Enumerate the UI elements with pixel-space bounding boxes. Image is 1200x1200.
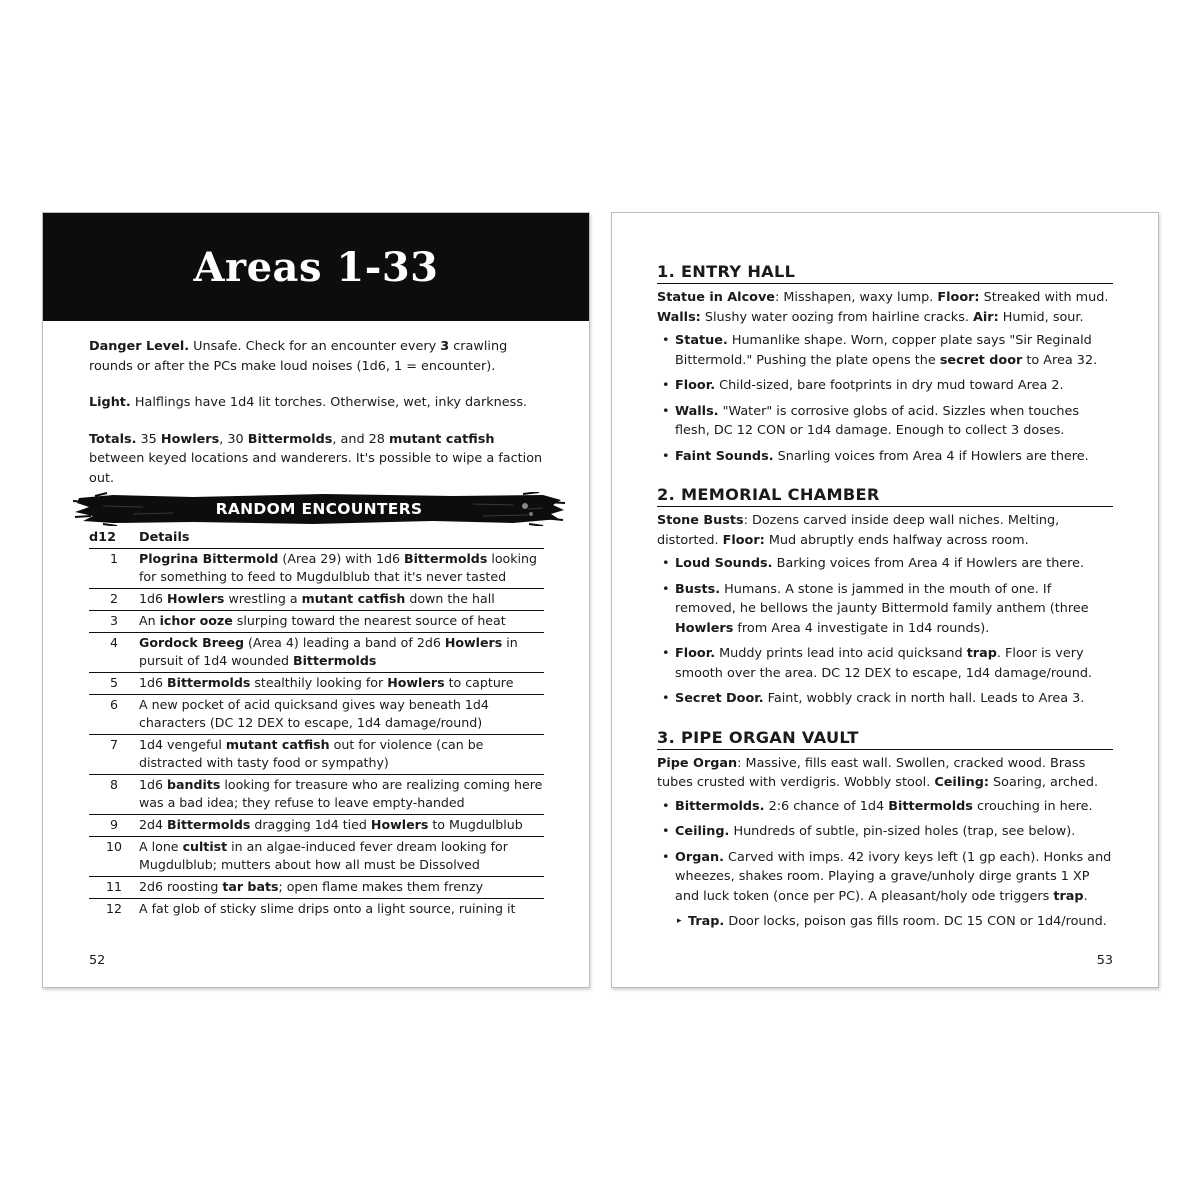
bold-text: Pipe Organ: [657, 755, 738, 771]
column-header-details: Details: [139, 530, 544, 549]
text-run: 2d6 roosting: [139, 879, 223, 894]
table-row: [89, 611, 544, 633]
section-summary: [657, 754, 1113, 793]
bold-text: Floor:: [722, 532, 765, 548]
bold-text: Organ.: [675, 849, 724, 865]
list-item: [657, 554, 1113, 574]
text-run: 1d6: [139, 591, 168, 606]
list-item: [657, 331, 1113, 370]
details-cell: [139, 695, 544, 735]
list-item: [657, 580, 1113, 639]
details-cell: [139, 735, 544, 775]
bold-text: Howlers: [167, 591, 225, 606]
bold-text: Totals.: [89, 431, 137, 447]
random-encounters-title: RANDOM ENCOUNTERS: [215, 500, 423, 518]
text-run: Snarling voices from Area 4 if Howlers are there.: [773, 448, 1089, 464]
list-item: [657, 912, 1113, 932]
text-run: dragging 1d4 tied: [250, 817, 371, 832]
list-item: [657, 797, 1113, 817]
bullet-text: [677, 914, 1107, 929]
text-run: (Area 29) with 1d6: [278, 551, 404, 566]
roll-cell: 9: [89, 815, 139, 837]
bullet-text: [675, 449, 1089, 464]
bold-text: Statue.: [675, 333, 728, 348]
bullet-icon: •: [662, 691, 670, 706]
details-cell: [139, 633, 544, 673]
bold-text: Howlers: [675, 620, 734, 636]
text-run: out for violence (can be distracted with tasty food or sympathy): [139, 737, 484, 770]
table-row: [89, 837, 544, 877]
bold-text: Bittermolds: [404, 551, 488, 566]
table-row: [89, 775, 544, 815]
text-run: crawling rounds or after the PCs make loud noises (1d6, 1 = encounter).: [89, 339, 508, 374]
bullet-list: [657, 797, 1113, 932]
bold-text: Bittermolds: [247, 431, 333, 447]
bullet-icon: •: [662, 403, 670, 419]
section-title: 1. ENTRY HALL: [657, 261, 1113, 284]
text-run: .: [1083, 888, 1088, 904]
bold-text: Faint Sounds.: [675, 448, 774, 464]
roll-cell: 4: [89, 633, 139, 673]
intro-paragraph: [89, 337, 549, 376]
bold-text: Floor:: [937, 290, 980, 305]
text-run: Mud abruptly ends halfway across room.: [764, 532, 1029, 548]
bullet-icon: •: [662, 448, 670, 464]
bold-text: trap: [966, 646, 997, 661]
text-run: , and 28: [332, 431, 389, 447]
roll-cell: 8: [89, 775, 139, 815]
bullet-icon: •: [662, 646, 670, 661]
bold-text: mutant catfish: [301, 591, 406, 606]
text-run: down the hall: [405, 591, 495, 606]
text-run: wrestling a: [224, 591, 302, 606]
text-run: A lone: [139, 839, 183, 854]
text-run: : Misshapen, waxy lump.: [774, 290, 938, 305]
bullet-icon: •: [662, 333, 670, 348]
bold-text: Ceiling.: [675, 824, 730, 839]
bold-text: Howlers: [370, 817, 429, 832]
text-run: stealthily looking for: [250, 675, 388, 690]
list-item: [657, 644, 1113, 683]
text-run: from Area 4 investigate in 1d4 rounds).: [733, 620, 990, 636]
random-encounters-header: [73, 492, 565, 526]
text-run: in an algae-induced fever dream looking for Mugdulblub; mutters about how all must be Dissolved: [139, 839, 508, 872]
table-row: [89, 877, 544, 899]
text-run: looking for treasure who are realizing coming here was a bad idea; they refuse to leave empty-handed: [139, 777, 543, 810]
bold-text: ichor ooze: [159, 613, 233, 628]
text-run: in pursuit of 1d4 wounded: [139, 635, 518, 668]
text-run: 1d6: [139, 777, 168, 792]
bold-text: Bittermolds: [888, 798, 973, 814]
bold-text: Busts.: [675, 581, 721, 597]
bullet-icon: •: [662, 581, 670, 597]
text-run: Carved with imps. 42 ivory keys left (1 gp each). Honks and wheezes, shakes room. Playing a grave/unholy dirge grants 1 XP and luck token (once per PC). A pleasant/holy ode triggers: [675, 849, 1112, 904]
bold-text: Danger Level.: [89, 339, 190, 354]
bold-text: Bittermolds: [293, 653, 377, 668]
bullet-text: [675, 799, 1093, 814]
details-cell: [139, 837, 544, 877]
roll-cell: 11: [89, 877, 139, 899]
text-run: : Dozens carved inside deep wall niches. Melting, distorted.: [657, 513, 1060, 548]
bold-text: tar bats: [222, 879, 279, 894]
text-run: An: [139, 613, 160, 628]
table-row: [89, 633, 544, 673]
triangle-bullet-icon: ▸: [677, 916, 682, 926]
text-run: (Area 4) leading a band of 2d6: [244, 635, 445, 650]
text-run: Humans. A stone is jammed in the mouth of one. If removed, he bellows the jaunty Bittermold family anthem (three: [675, 581, 1089, 616]
text-run: Halflings have 1d4 lit torches. Otherwise, wet, inky darkness.: [130, 395, 528, 410]
section-summary: [657, 288, 1113, 327]
details-cell: [139, 589, 544, 611]
text-run: . Floor is very smooth over the area. DC 12 DEX to escape, 1d4 damage/round.: [675, 646, 1093, 681]
bullet-text: [675, 378, 1064, 393]
details-cell: [139, 877, 544, 899]
bold-text: Secret Door.: [675, 691, 764, 706]
text-run: Faint, wobbly crack in north hall. Leads to Area 3.: [763, 691, 1085, 706]
bold-text: Howlers: [160, 431, 220, 447]
list-item: [657, 848, 1113, 907]
section-spacer: [657, 472, 1113, 484]
bold-text: cultist: [182, 839, 228, 854]
bold-text: Stone Busts: [657, 513, 744, 528]
roll-cell: 12: [105, 901, 123, 916]
encounter-table: [89, 530, 544, 920]
bold-text: Bittermolds: [167, 817, 251, 832]
details-cell: [139, 899, 544, 921]
text-run: Streaked with mud.: [979, 290, 1109, 305]
bullet-icon: •: [662, 556, 670, 571]
bold-text: mutant catfish: [225, 737, 330, 752]
text-run: to Mugdulblub: [428, 817, 523, 832]
list-item: [657, 376, 1113, 396]
section-summary: [657, 511, 1113, 550]
table-row: [89, 735, 544, 775]
text-run: A new pocket of acid quicksand gives way beneath 1d4 characters (DC 12 DEX to escape, 1d4 damage/round): [139, 697, 489, 730]
bullet-icon: •: [662, 824, 670, 839]
bullet-icon: •: [662, 849, 670, 865]
bold-text: Walls.: [675, 403, 719, 419]
table-row: [89, 589, 544, 611]
bold-text: Howlers: [387, 675, 445, 690]
bullet-text: [675, 850, 1111, 904]
bold-text: bandits: [167, 777, 221, 792]
text-run: "Water" is corrosive globs of acid. Sizzles when touches flesh, DC 12 CON or 1d4 damage. Enough to collect 3 doses.: [675, 403, 1080, 438]
text-run: looking for something to feed to Mugdulblub that it's never tasted: [139, 551, 537, 584]
bold-text: trap: [1053, 888, 1084, 904]
text-run: Door locks, poison gas fills room. DC 15 CON or 1d4/round.: [724, 914, 1107, 929]
section-title: 2. MEMORIAL CHAMBER: [657, 484, 1113, 507]
details-cell: [139, 611, 544, 633]
bold-text: Light.: [89, 395, 131, 410]
bold-text: Bittermolds: [167, 675, 251, 690]
page-title: Areas 1-33: [193, 243, 439, 291]
bold-text: Trap.: [688, 914, 725, 929]
text-run: Child-sized, bare footprints in dry mud toward Area 2.: [715, 378, 1064, 393]
text-run: Unsafe. Check for an encounter every: [189, 339, 441, 354]
text-run: Humid, sour.: [998, 309, 1084, 325]
intro-paragraph: [89, 430, 549, 489]
bullet-text: [675, 646, 1092, 681]
intro-paragraph: [89, 393, 549, 413]
area-descriptions: [657, 261, 1113, 938]
page-number: 53: [1096, 953, 1113, 968]
text-run: , 30: [219, 431, 248, 447]
details-cell: [139, 549, 544, 589]
roll-cell: 1: [89, 549, 139, 589]
text-run: crouching in here.: [972, 798, 1093, 814]
text-run: between keyed locations and wanderers. It's possible to wipe a faction out.: [89, 451, 543, 486]
roll-cell: 6: [89, 695, 139, 735]
list-item: [657, 822, 1113, 842]
right-page: [611, 212, 1159, 988]
table-row: [89, 673, 544, 695]
text-run: Humanlike shape. Worn, copper plate says "Sir Reginald Bittermold." Pushing the plate opens the: [675, 333, 1092, 368]
bold-text: Air:: [973, 309, 999, 325]
text-run: Muddy prints lead into acid quicksand: [715, 646, 967, 661]
column-header-roll: d12: [89, 530, 139, 549]
text-run: slurping toward the nearest source of heat: [232, 613, 506, 628]
bullet-text: [675, 556, 1084, 571]
text-run: 2:6 chance of 1d4: [764, 798, 889, 814]
text-run: 2d4: [139, 817, 168, 832]
text-run: : Massive, fills east wall. Swollen, cracked wood. Brass tubes crusted with verdigris. Wobbly stool.: [657, 755, 1086, 790]
text-run: ; open flame makes them frenzy: [278, 879, 484, 894]
bold-text: Gordock Breeg: [139, 635, 244, 650]
table-row: [89, 549, 544, 589]
bullet-list: [657, 331, 1113, 466]
bullet-text: [675, 404, 1079, 439]
table-header-row: [89, 530, 544, 549]
bullet-text: [675, 582, 1089, 636]
bullet-list: [657, 554, 1113, 709]
details-cell: [139, 815, 544, 837]
bullet-text: [675, 824, 1075, 839]
table-row: [89, 815, 544, 837]
bold-text: Bittermolds.: [675, 798, 765, 814]
intro-text: [89, 337, 549, 505]
text-run: 35: [136, 431, 161, 447]
text-run: Hundreds of subtle, pin-sized holes (trap, see below).: [729, 824, 1076, 839]
bold-text: mutant catfish: [389, 431, 495, 447]
list-item: [657, 447, 1113, 467]
section-spacer: [657, 715, 1113, 727]
left-page: [42, 212, 590, 988]
roll-cell: 5: [89, 673, 139, 695]
roll-cell: 3: [89, 611, 139, 633]
text-run: 1d4 vengeful: [139, 737, 226, 752]
bold-text: Floor.: [675, 646, 716, 661]
details-cell: [139, 673, 544, 695]
roll-cell: 7: [89, 735, 139, 775]
bullet-text: [675, 691, 1084, 706]
text-run: Soaring, arched.: [988, 775, 1099, 790]
bold-text: secret door: [939, 352, 1023, 368]
text-run: 1d6: [139, 675, 168, 690]
table-row: [89, 899, 544, 921]
bullet-text: [675, 333, 1097, 368]
text-run: A fat glob of sticky slime drips onto a light source, ruining it: [139, 901, 516, 916]
bold-text: Plogrina Bittermold: [139, 551, 279, 566]
bullet-icon: •: [662, 378, 670, 393]
bold-text: Howlers: [444, 635, 503, 650]
bold-text: Walls:: [657, 309, 701, 325]
list-item: [657, 402, 1113, 441]
table-row: [89, 695, 544, 735]
details-cell: [139, 775, 544, 815]
text-run: to capture: [444, 675, 514, 690]
section-title: 3. PIPE ORGAN VAULT: [657, 727, 1113, 750]
bold-text: Loud Sounds.: [675, 556, 773, 571]
bullet-icon: •: [662, 798, 670, 814]
bold-text: 3: [440, 339, 450, 354]
roll-cell: 10: [89, 837, 139, 877]
title-banner: [43, 213, 589, 321]
page-number: 52: [89, 953, 106, 968]
text-run: Barking voices from Area 4 if Howlers are there.: [772, 556, 1085, 571]
list-item: [657, 689, 1113, 709]
roll-cell: 2: [89, 589, 139, 611]
text-run: to Area 32.: [1022, 352, 1098, 368]
bold-text: Statue in Alcove: [657, 290, 775, 305]
bold-text: Ceiling:: [934, 775, 989, 790]
text-run: Slushy water oozing from hairline cracks.: [700, 309, 974, 325]
bold-text: Floor.: [675, 378, 716, 393]
